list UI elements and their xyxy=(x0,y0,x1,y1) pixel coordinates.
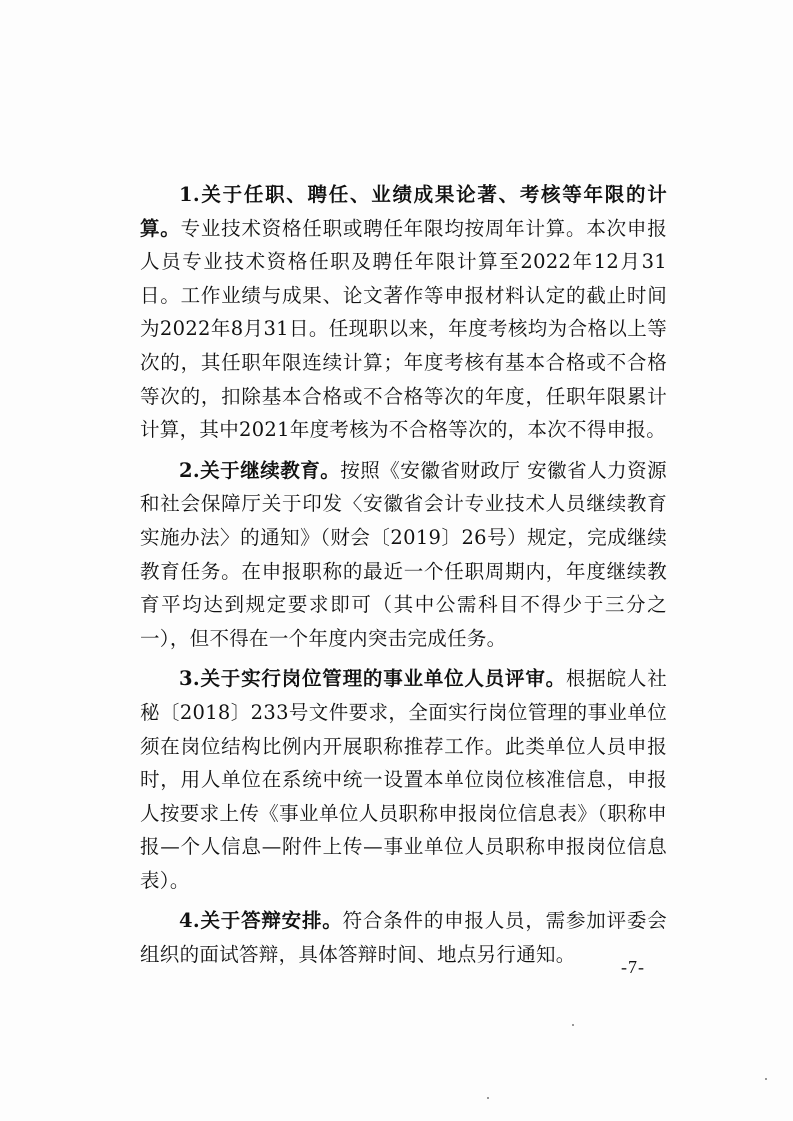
scan-speck xyxy=(572,1024,574,1026)
paragraph-1-heading: 1.关于任职、聘任、业绩成果论著、考核等年限的计算。 xyxy=(140,183,667,240)
document-body xyxy=(140,178,667,972)
paragraph-1 xyxy=(140,178,667,447)
paragraph-3 xyxy=(140,662,667,897)
scan-speck xyxy=(487,1097,489,1099)
paragraph-3-body: 根据皖人社秘〔2018〕233号文件要求，全面实行岗位管理的事业单位须在岗位结构比例内开展职称推荐工作。此类单位人员申报时，用人单位在系统中统一设置本单位岗位核准信息，申报人按要求上传《事业单位人员职称申报岗位信息表》（职称申报—个人信息—附件上传—事业单位人员职称申报岗位信息表）。 xyxy=(140,667,667,892)
paragraph-2-body: 按照《安徽省财政厅 安徽省人力资源和社会保障厅关于印发〈安徽省会计专业技术人员继续教育实施办法〉的通知》（财会〔2019〕26号）规定，完成继续教育任务。在申报职称的最近一个任职周期内，年度继续教育平均达到规定要求即可（其中公需科目不得少于三分之一），但不得在一个年度内突击完成任务。 xyxy=(140,458,667,650)
paragraph-2-heading: 2.关于继续教育。 xyxy=(179,458,341,482)
paragraph-3-heading: 3.关于实行岗位管理的事业单位人员评审。 xyxy=(179,667,566,691)
paragraph-4-body: 符合条件的申报人员，需参加评委会组织的面试答辩，具体答辩时间、地点另行通知。 xyxy=(140,909,667,967)
paragraph-4 xyxy=(140,904,667,971)
paragraph-2 xyxy=(140,454,667,656)
paragraph-4-heading: 4.关于答辩安排。 xyxy=(179,909,343,933)
paragraph-1-body: 专业技术资格任职或聘任年限均按周年计算。本次申报人员专业技术资格任职及聘任年限计算至2022年12月31日。工作业绩与成果、论文著作等申报材料认定的截止时间为2022年8月31日。任现职以来，年度考核均为合格以上等次的，其任职年限连续计算；年度考核有基本合格或不合格等次的，扣除基本合格或不合格等次的年度，任职年限累计计算，其中2021年度考核为不合格等次的，本次不得申报。 xyxy=(140,216,667,442)
page-number: -7- xyxy=(621,957,645,977)
scan-speck xyxy=(765,1078,767,1080)
